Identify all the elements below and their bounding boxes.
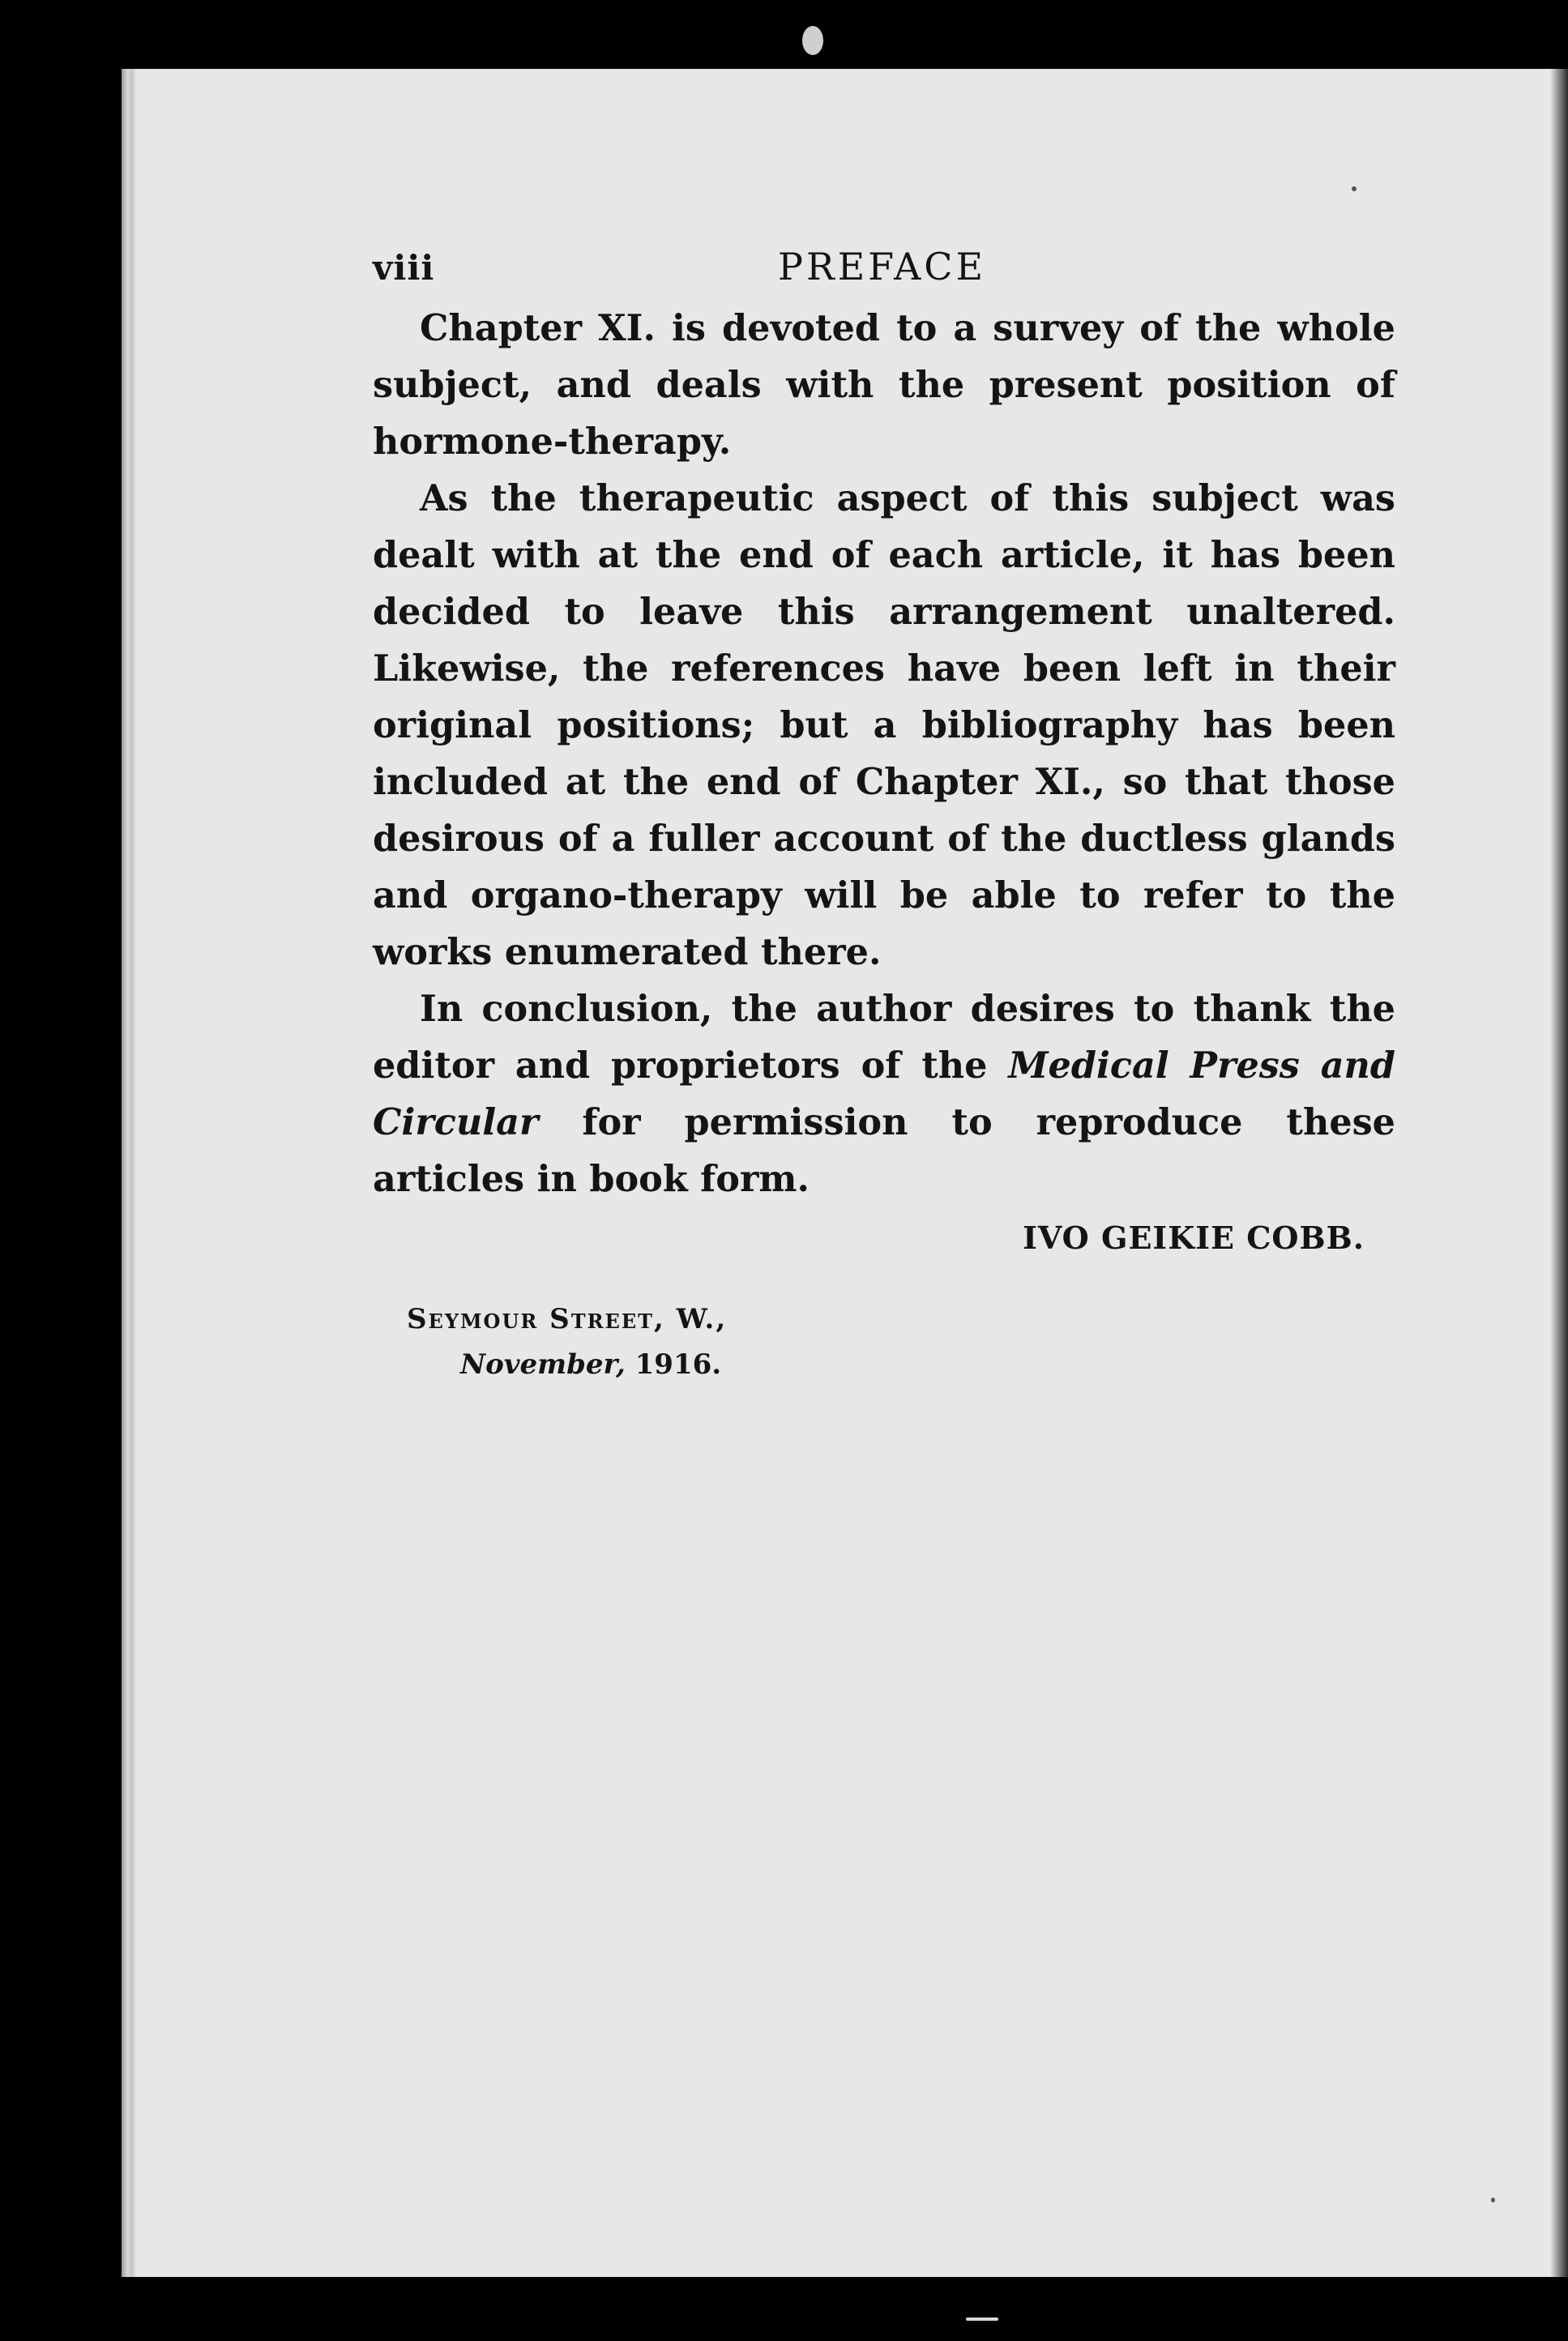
dust-speck [802,26,823,55]
binding-edge [122,69,136,2277]
conclusion-text-end: for permission to reproduce these articles in book form. [373,1101,1395,1200]
date-month: November, [460,1348,626,1381]
running-head: PREFACE [778,245,987,288]
page-edge-shadow [1550,69,1568,2277]
date-line [407,1342,1395,1387]
address-block [407,1297,1395,1387]
dust-speck [966,2318,998,2321]
page-header [373,243,1395,300]
paragraph-therapeutic-aspect: As the therapeutic aspect of this subject was dealt with at the end of each article, it has been decided to leave this arrangement unaltered. Likewise, the references have been left in their original positions; but a bibliography has been included at the end of Chapter XI., so that those desirous of a fuller account of the ductless glands and organo-therapy will be able to refer to the works enumerated there. [373,477,1395,973]
preface-text [373,243,1395,1387]
journal-title: Medical Press and Circular [373,1044,1395,1143]
paragraph-conclusion [373,980,1395,1207]
date-year: 1916. [625,1348,722,1381]
dust-speck [1491,2198,1495,2202]
street-address: Seymour Street, W., [407,1303,728,1335]
conclusion-text-start: In conclusion, the author desires to thank the editor and proprietors of the [373,988,1395,1087]
page-number: viii [373,248,435,288]
author-signature: IVO GEIKIE COBB. [1023,1220,1365,1256]
dust-speck [1352,186,1357,191]
paragraph-chapter-xi: Chapter XI. is devoted to a survey of the whole subject, and deals with the present position of hormone-therapy. [373,307,1395,463]
